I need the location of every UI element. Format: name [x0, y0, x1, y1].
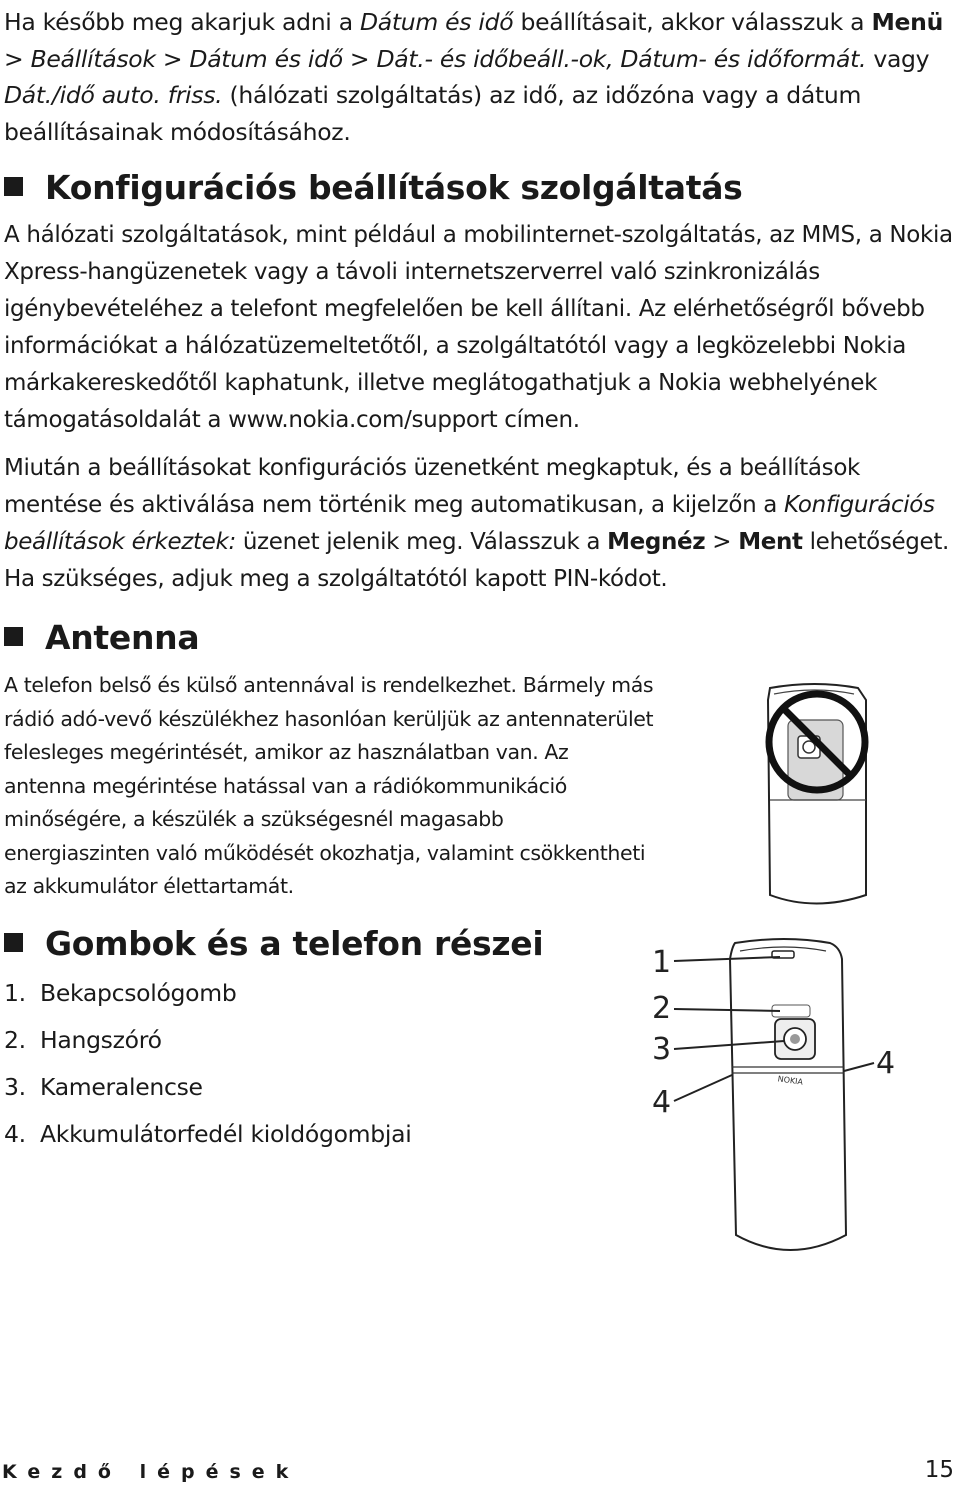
list-item: 4. Akkumulátorfedél kioldógombjai	[4, 1120, 412, 1148]
callout-1: 1	[652, 945, 672, 980]
heading-config-settings: Konfigurációs beállítások szolgáltatás	[4, 168, 743, 208]
antenna-warning-illustration	[730, 680, 900, 915]
heading-bullet-icon	[4, 177, 23, 196]
antenna-paragraph: A telefon belső és külső antennával is rendelkezhet. Bármely más rádió adó-vevő készülékhez hasonlóan kerüljük az antennaterület felesleges megérintését, amikor az használatban van. Az antenna megérintése hatással van a rádiókommunikáció minőségére, a készülék a szükségesnél magasabb energiaszinten való működését okozhatja, valamint csökkentheti az akkumulátor élettartamát.	[4, 673, 654, 898]
callout-4-left: 4	[652, 1085, 672, 1120]
list-item: 1. Bekapcsológomb	[4, 979, 237, 1007]
heading-antenna: Antenna	[4, 618, 199, 658]
callout-4-right: 4	[876, 1046, 896, 1081]
config-paragraph-1: A hálózati szolgáltatások, mint például a mobilinternet-szolgáltatás, az MMS, a Nokia Xpress-hangüzenetek vagy a távoli internetszerverrel való szinkronizálás igénybevételéhez a telefont megfelelően be kell állítani. Az elérhetőségről bővebb információkat a hálózatüzemeltetőtől, a szolgáltatótól vagy a legközelebbi Nokia márkakereskedőtől kaphatunk, illetve meglátogathatjuk a Nokia webhelyének támogatásoldalát a www.nokia.com/support címen.	[4, 222, 953, 433]
callout-2: 2	[652, 991, 672, 1026]
footer-section-title: Kezdő lépések	[2, 1461, 300, 1483]
phone-brand-label: NOKIA	[777, 1074, 804, 1087]
heading-bullet-icon	[4, 627, 23, 646]
parts-list	[4, 970, 411, 1158]
page-number: 15	[924, 1457, 954, 1483]
list-item: 2. Hangszóró	[4, 1026, 162, 1054]
heading-bullet-icon	[4, 933, 23, 952]
intro-paragraph: Ha később meg akarjuk adni a Dátum és idő beállításait, akkor válasszuk a Menü > Beállítások > Dátum és idő > Dát.- és időbeáll.-ok, Dátum- és időformát. vagy Dát./idő auto. friss. (hálózati szolgáltatás) az idő, az időzóna vagy a dátum beállításainak módosításához.	[4, 8, 944, 146]
config-paragraph-2: Miután a beállításokat konfigurációs üzenetként megkaptuk, és a beállítások mentése és aktiválása nem történik meg automatikusan, a kijelzőn a Konfigurációs beállítások érkeztek: üzenet jelenik meg. Válasszuk a Megnéz > Ment lehetőséget. Ha szükséges, adjuk meg a szolgáltatótól kapott PIN-kódot.	[4, 455, 949, 592]
callout-3: 3	[652, 1032, 672, 1067]
phone-parts-diagram	[640, 935, 920, 1275]
list-item: 3. Kameralencse	[4, 1073, 203, 1101]
heading-keys-parts: Gombok és a telefon részei	[4, 924, 543, 964]
